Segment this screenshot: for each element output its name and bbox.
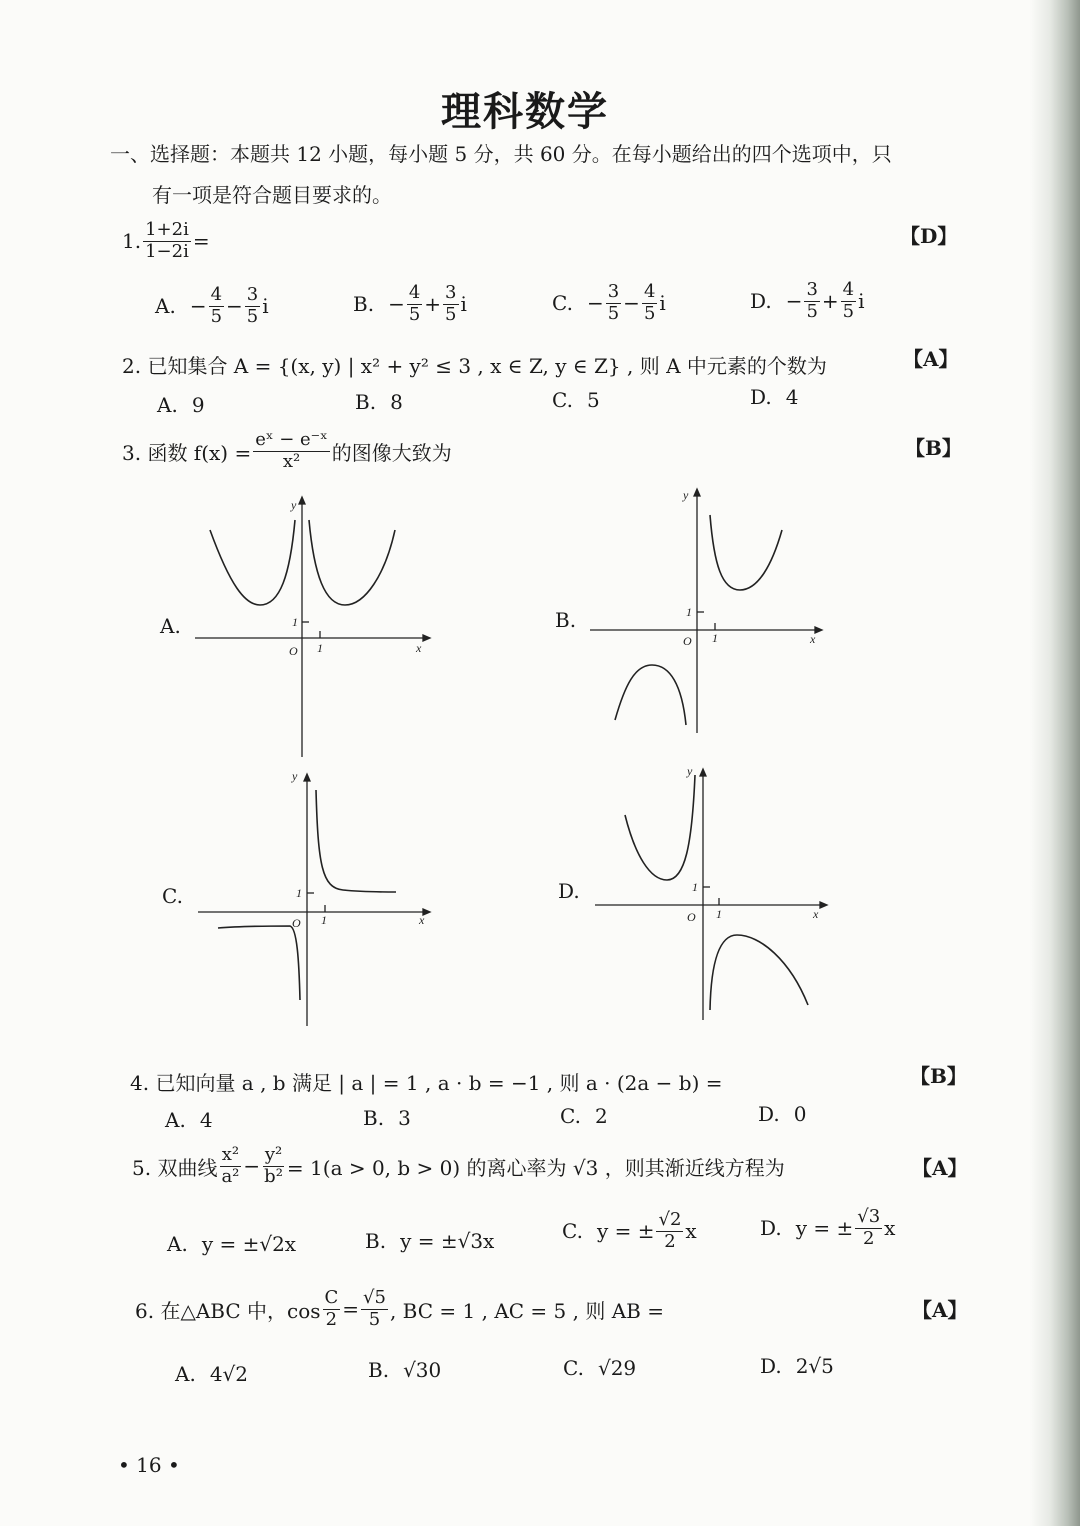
option-label: C. bbox=[563, 1356, 584, 1380]
math-text: 3 bbox=[398, 1106, 411, 1130]
graph-d bbox=[595, 765, 835, 1025]
math-text: 3. 函数 f(x) = bbox=[122, 440, 252, 465]
fraction-numerator: 3 bbox=[445, 282, 457, 303]
question-4-stem bbox=[130, 1067, 723, 1096]
fraction-denominator: 2 bbox=[862, 1227, 875, 1249]
math-text: y = ± bbox=[596, 1219, 655, 1244]
math-text: i bbox=[460, 292, 467, 317]
svg-text:1: 1 bbox=[296, 886, 302, 900]
fraction-denominator: 2 bbox=[664, 1230, 676, 1252]
fraction bbox=[262, 1145, 285, 1187]
math-text: 8 bbox=[390, 390, 403, 414]
svg-text:x: x bbox=[813, 907, 819, 921]
option-label: B. bbox=[365, 1229, 387, 1253]
x-tick-1: 1 bbox=[317, 641, 323, 655]
svg-text:y: y bbox=[687, 764, 693, 778]
math-text: , BC = 1 , AC = 5 , 则 AB = bbox=[389, 1298, 664, 1323]
question-5-option-c bbox=[562, 1210, 697, 1252]
svg-text:1: 1 bbox=[686, 605, 692, 619]
math-text: = bbox=[192, 229, 210, 254]
fraction bbox=[323, 1288, 341, 1330]
math-text: i bbox=[659, 291, 666, 316]
curve-left bbox=[210, 520, 295, 605]
fraction-numerator: 1+2i bbox=[145, 219, 189, 240]
curve-left bbox=[218, 926, 300, 1000]
fraction-numerator: 3 bbox=[246, 284, 259, 305]
page-binding-shadow bbox=[1030, 0, 1080, 1526]
graph-a-label: A. bbox=[160, 614, 181, 638]
math-text: i bbox=[858, 289, 865, 314]
math-text: 4. 已知向量 a , b 满足 | a | = 1 , a · b = −1 , 则 a · (2a − b) = bbox=[130, 1071, 723, 1095]
origin-label: O bbox=[289, 644, 298, 658]
question-2-answer: 【A】 bbox=[903, 347, 959, 371]
fraction-numerator: 3 bbox=[806, 279, 818, 300]
math-text: 5 bbox=[586, 388, 600, 412]
math-text: x bbox=[884, 1216, 896, 1241]
fraction-denominator: 5 bbox=[643, 302, 656, 324]
option-label: A. bbox=[157, 393, 178, 417]
svg-text:y: y bbox=[683, 488, 689, 502]
page-title: 理科数学 bbox=[441, 88, 609, 135]
option-label: A. bbox=[165, 1108, 186, 1132]
option-label: A. bbox=[175, 1362, 196, 1386]
question-2-option-c bbox=[552, 388, 600, 412]
section-instructions-line1: 一、选择题：本题共 12 小题，每小题 5 分，共 60 分。在每小题给出的四个选项中，只 bbox=[110, 142, 892, 166]
graph-d-label: D. bbox=[558, 879, 580, 903]
math-text: − bbox=[226, 294, 243, 319]
option-label: C. bbox=[560, 1104, 581, 1128]
math-text: 1. bbox=[122, 229, 142, 254]
math-text: − bbox=[388, 292, 405, 317]
fraction-numerator: 4 bbox=[408, 282, 421, 303]
curve-right bbox=[309, 520, 395, 605]
graph-a bbox=[195, 495, 430, 760]
fraction bbox=[245, 285, 260, 327]
fraction-denominator: b² bbox=[264, 1165, 283, 1187]
option-label: D. bbox=[760, 1216, 782, 1241]
math-text: √30 bbox=[403, 1358, 442, 1382]
question-6-option-d bbox=[760, 1354, 834, 1378]
question-5-answer: 【A】 bbox=[912, 1156, 968, 1180]
fraction bbox=[855, 1207, 882, 1249]
fraction-denominator: 5 bbox=[246, 305, 259, 327]
svg-text:1: 1 bbox=[716, 907, 722, 921]
option-label: B. bbox=[353, 292, 375, 317]
fraction bbox=[253, 430, 330, 472]
question-6-answer: 【A】 bbox=[912, 1298, 968, 1322]
curve-right bbox=[316, 790, 396, 892]
math-text: + bbox=[424, 292, 442, 317]
fraction-denominator: 5 bbox=[210, 305, 223, 327]
fraction bbox=[143, 220, 191, 262]
fraction-numerator: x² bbox=[221, 1144, 240, 1165]
option-label: A. bbox=[167, 1232, 188, 1256]
curve-right bbox=[710, 935, 808, 1010]
math-text: 4√2 bbox=[209, 1362, 249, 1386]
fraction-numerator: √2 bbox=[658, 1209, 682, 1230]
fraction-denominator: 1−2i bbox=[145, 240, 189, 262]
option-label: D. bbox=[758, 1102, 780, 1126]
question-4-option-a bbox=[165, 1108, 213, 1132]
math-text: − bbox=[623, 291, 640, 316]
question-2-option-b bbox=[355, 390, 403, 414]
math-text: 2√5 bbox=[795, 1354, 834, 1378]
question-1-option-c bbox=[552, 282, 666, 324]
option-label: C. bbox=[562, 1219, 583, 1244]
math-text: 9 bbox=[191, 393, 205, 417]
fraction-numerator: 4 bbox=[842, 279, 855, 300]
math-text: x bbox=[685, 1219, 697, 1244]
question-1-option-a bbox=[155, 285, 269, 327]
math-text: 2. 已知集合 A = {(x, y) | x² + y² ≤ 3 , x ∈ Z, y ∈ Z} , 则 A 中元素的个数为 bbox=[122, 354, 827, 378]
fraction-denominator: 5 bbox=[806, 300, 818, 322]
math-text: y = ±√3x bbox=[400, 1229, 495, 1253]
fraction-numerator: √5 bbox=[363, 1287, 386, 1308]
option-label: B. bbox=[363, 1106, 385, 1130]
graph-b-label: B. bbox=[555, 608, 577, 632]
question-4-option-b bbox=[363, 1106, 411, 1130]
fraction bbox=[804, 280, 819, 322]
fraction bbox=[407, 283, 422, 325]
question-2-stem bbox=[122, 350, 827, 379]
math-text: y = ±√2x bbox=[201, 1232, 297, 1256]
svg-text:x: x bbox=[419, 913, 425, 927]
fraction-denominator: 5 bbox=[607, 302, 620, 324]
math-text: 5. 双曲线 bbox=[132, 1155, 218, 1180]
question-6-stem bbox=[135, 1288, 664, 1330]
math-text: √29 bbox=[597, 1356, 637, 1380]
graph-c-label: C. bbox=[162, 884, 183, 908]
question-5-option-d bbox=[760, 1207, 895, 1249]
svg-text:x: x bbox=[810, 632, 816, 646]
math-text: + bbox=[821, 289, 839, 314]
option-label: B. bbox=[355, 390, 377, 414]
graph-b bbox=[590, 485, 830, 735]
question-3-stem bbox=[122, 430, 452, 472]
math-text: 6. 在△ABC 中，cos bbox=[135, 1298, 321, 1323]
fraction bbox=[841, 280, 856, 322]
svg-text:1: 1 bbox=[321, 913, 327, 927]
option-label: D. bbox=[750, 385, 772, 409]
x-axis-label: x bbox=[416, 641, 422, 655]
y-axis-arrow bbox=[299, 497, 305, 504]
question-3-answer: 【B】 bbox=[905, 436, 962, 460]
question-2-option-a bbox=[157, 393, 205, 417]
math-text: 0 bbox=[793, 1102, 807, 1126]
math-text: − bbox=[189, 294, 207, 319]
svg-text:O: O bbox=[687, 910, 696, 924]
svg-text:O: O bbox=[683, 634, 692, 648]
y-axis-label: y bbox=[291, 498, 297, 512]
math-text: 2 bbox=[594, 1104, 608, 1128]
fraction-numerator: y² bbox=[264, 1144, 283, 1165]
math-text: − bbox=[243, 1154, 261, 1179]
fraction bbox=[656, 1210, 683, 1252]
option-label: D. bbox=[750, 289, 772, 314]
option-label: C. bbox=[552, 291, 573, 316]
fraction-denominator: 5 bbox=[408, 303, 421, 325]
fraction-numerator: 3 bbox=[607, 281, 620, 302]
question-4-answer: 【B】 bbox=[910, 1064, 967, 1088]
math-text: i bbox=[262, 294, 269, 319]
question-6-option-a bbox=[175, 1362, 248, 1386]
page-number: • 16 • bbox=[118, 1453, 180, 1477]
fraction bbox=[642, 282, 657, 324]
svg-text:y: y bbox=[292, 769, 298, 783]
graph-c bbox=[198, 770, 438, 1030]
svg-text:1: 1 bbox=[692, 880, 698, 894]
question-5-option-b bbox=[365, 1229, 494, 1253]
question-1-answer: 【D】 bbox=[900, 224, 958, 248]
option-label: D. bbox=[760, 1354, 782, 1378]
option-label: B. bbox=[368, 1358, 390, 1382]
question-5-stem bbox=[132, 1145, 785, 1187]
math-text: = bbox=[342, 1297, 360, 1322]
question-5-option-a bbox=[167, 1232, 296, 1256]
question-1-option-d bbox=[750, 280, 865, 322]
question-2-option-d bbox=[750, 385, 798, 409]
svg-text:O: O bbox=[292, 916, 301, 930]
fraction bbox=[209, 285, 224, 327]
question-4-option-d bbox=[758, 1102, 806, 1126]
fraction bbox=[361, 1288, 388, 1330]
svg-text:1: 1 bbox=[712, 631, 718, 645]
option-label: A. bbox=[155, 294, 176, 319]
question-1-stem bbox=[122, 220, 210, 262]
x-axis-arrow bbox=[423, 635, 430, 641]
curve-right bbox=[710, 515, 782, 590]
math-text: y = ± bbox=[795, 1216, 854, 1241]
math-text: − bbox=[586, 291, 604, 316]
fraction-denominator: 2 bbox=[325, 1308, 338, 1330]
question-1-option-b bbox=[353, 283, 467, 325]
math-text: 4 bbox=[785, 385, 799, 409]
math-text: 4 bbox=[199, 1108, 213, 1132]
math-text: 的图像大致为 bbox=[331, 440, 452, 465]
question-6-option-b bbox=[368, 1358, 441, 1382]
math-text: = 1(a > 0, b > 0) 的离心率为 √3 ，则其渐近线方程为 bbox=[286, 1155, 785, 1180]
section-instructions-line2: 有一项是符合题目要求的。 bbox=[152, 183, 392, 207]
fraction-numerator: 4 bbox=[210, 284, 223, 305]
fraction-numerator: √3 bbox=[857, 1206, 881, 1227]
y-tick-1: 1 bbox=[292, 615, 298, 629]
fraction-numerator: 4 bbox=[643, 281, 656, 302]
fraction-denominator: 5 bbox=[842, 300, 855, 322]
curve-left bbox=[615, 665, 686, 725]
question-4-option-c bbox=[560, 1104, 608, 1128]
fraction-denominator: 5 bbox=[368, 1308, 381, 1330]
option-label: C. bbox=[552, 388, 573, 412]
question-6-option-c bbox=[563, 1356, 636, 1380]
fraction-numerator: C bbox=[324, 1287, 339, 1308]
math-text: − bbox=[785, 289, 803, 314]
fraction-denominator: x² bbox=[282, 450, 301, 472]
fraction-denominator: a² bbox=[221, 1165, 240, 1187]
fraction-numerator: eˣ − e⁻ˣ bbox=[255, 429, 328, 450]
fraction bbox=[606, 282, 621, 324]
fraction bbox=[443, 283, 458, 325]
curve-left bbox=[625, 775, 695, 880]
fraction bbox=[219, 1145, 241, 1187]
fraction-denominator: 5 bbox=[445, 303, 457, 325]
